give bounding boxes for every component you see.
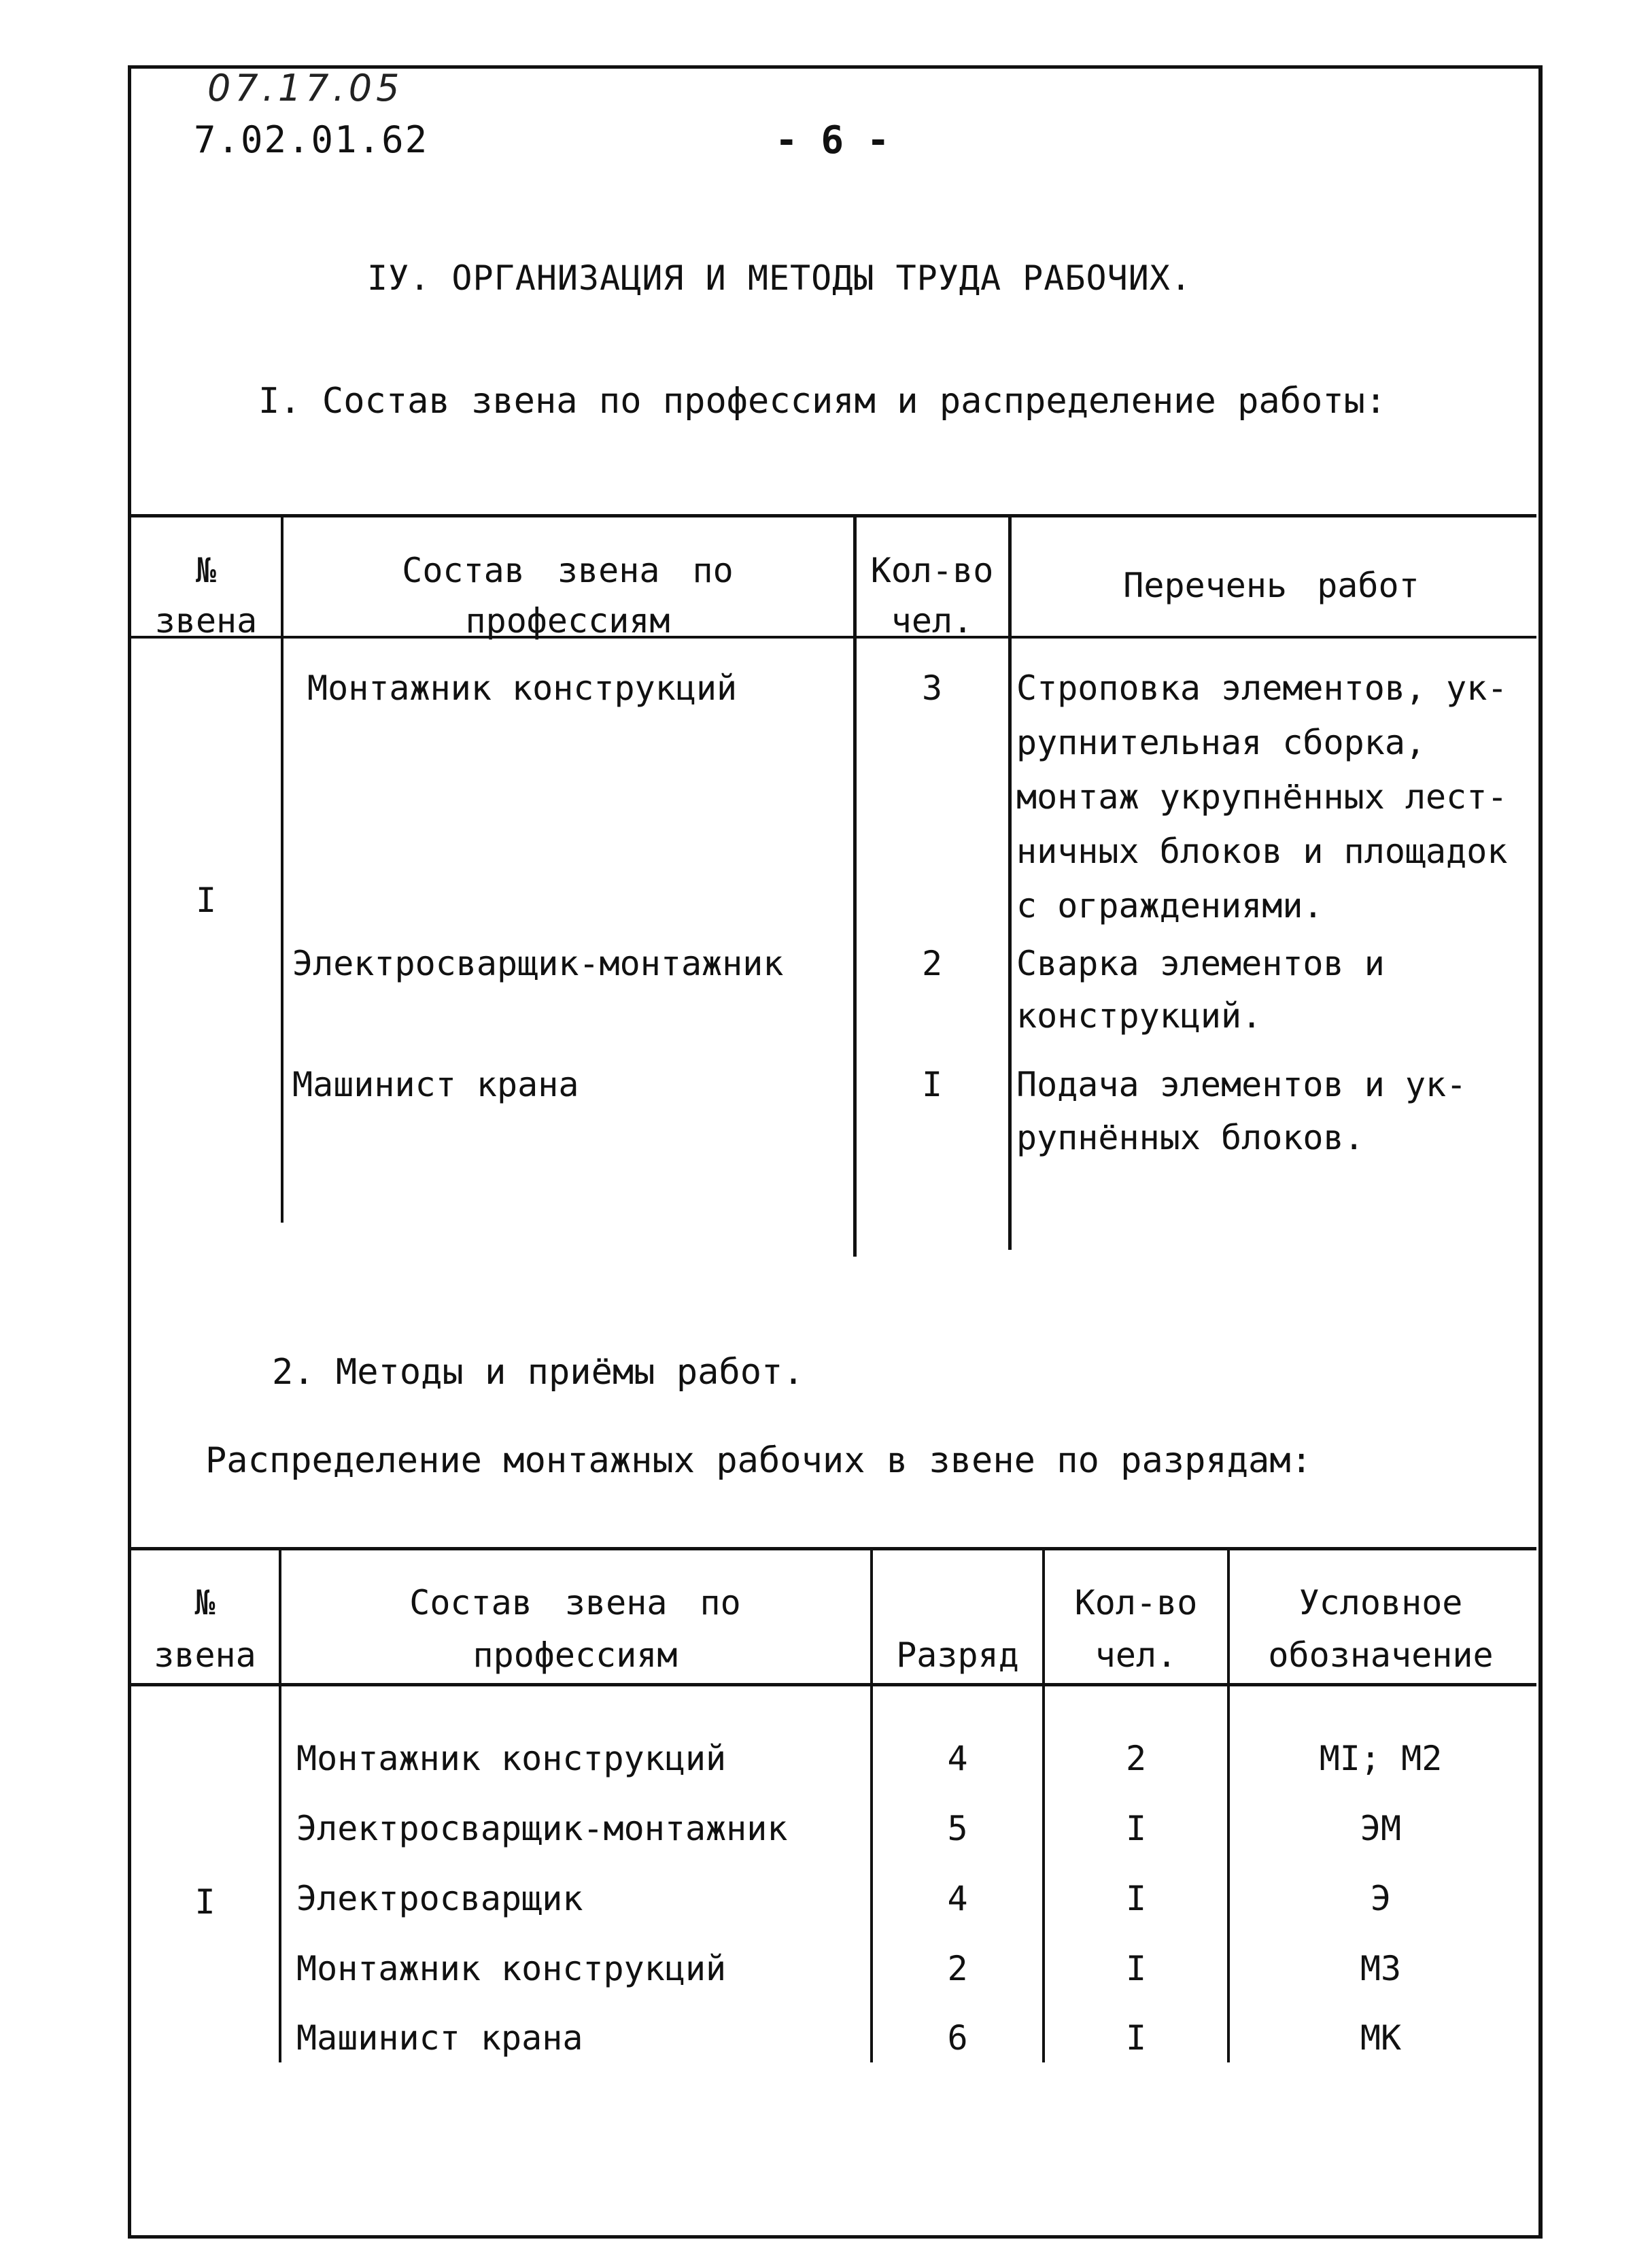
page-number: - 6 -	[775, 118, 890, 163]
t1-row3-works-1: Подача элементов и ук-	[1016, 1065, 1467, 1104]
t1-link-number: I	[195, 881, 217, 920]
t1-row1-works-4: ничных блоков и площадок	[1016, 832, 1508, 871]
t1-row1-profession: Монтажник конструкций	[307, 668, 738, 708]
t2-row1-profession: Монтажник конструкций	[296, 1739, 727, 1778]
t1-row1-count: 3	[921, 668, 943, 708]
subsection2-text: Распределение монтажных рабочих в звене по разрядам:	[205, 1440, 1312, 1481]
t2-row3-grade: 4	[947, 1879, 968, 1918]
t1-header-num-symbol: №	[195, 551, 217, 590]
t2-row4-profession: Монтажник конструкций	[296, 1949, 727, 1988]
t2-row5-profession: Машинист крана	[296, 2018, 583, 2058]
t2-row3-designation: Э	[1370, 1879, 1392, 1918]
t2-row3-profession: Электросварщик	[296, 1879, 583, 1918]
t2-header-num-label: звена	[154, 1635, 256, 1675]
t1-header-composition-1: Состав звена по	[402, 551, 734, 590]
table1-col-divider-2	[853, 515, 857, 1257]
table2-top-rule	[129, 1547, 1536, 1550]
t2-row1-grade: 4	[947, 1739, 968, 1778]
t1-row1-works-5: с ограждениями.	[1016, 886, 1324, 925]
t2-link-number: I	[194, 1882, 216, 1922]
t2-header-designation-2: обозначение	[1268, 1635, 1494, 1675]
t2-row1-count: 2	[1125, 1739, 1147, 1778]
subsection1-title: I. Состав звена по профессиям и распределение работы:	[258, 381, 1387, 422]
t2-row4-designation: M3	[1360, 1949, 1402, 1988]
t2-header-designation-1: Условное	[1298, 1583, 1463, 1622]
t1-row2-count: 2	[921, 944, 943, 983]
t2-row4-count: I	[1125, 1949, 1147, 1988]
table1-col-divider-1	[281, 515, 283, 1223]
t2-row1-designation: MI; M2	[1319, 1739, 1443, 1778]
t2-row5-count: I	[1125, 2018, 1147, 2058]
section-title: IУ. ОРГАНИЗАЦИЯ И МЕТОДЫ ТРУДА РАБОЧИХ.	[367, 258, 1192, 298]
t1-row2-profession: Электросварщик-монтажник	[292, 944, 784, 983]
t1-header-num-label: звена	[154, 601, 258, 641]
t1-header-count-2: чел.	[891, 601, 974, 641]
t2-header-composition-1: Состав звена по	[409, 1583, 741, 1622]
t2-header-composition-2: профессиям	[472, 1635, 678, 1675]
t1-row3-works-2: рупнённых блоков.	[1016, 1118, 1364, 1157]
t1-row2-works-2: конструкций.	[1016, 996, 1262, 1036]
t1-header-count-1: Кол-во	[870, 551, 994, 590]
t1-row1-works-1: Строповка элементов, ук-	[1016, 668, 1508, 708]
t2-row4-grade: 2	[947, 1949, 968, 1988]
table1-col-divider-3	[1008, 515, 1012, 1250]
t1-row3-profession: Машинист крана	[292, 1065, 579, 1104]
t2-header-grade: Разряд	[896, 1635, 1019, 1675]
table2-col-divider-4	[1227, 1549, 1230, 2062]
t2-row2-count: I	[1125, 1809, 1147, 1848]
t2-row2-designation: ЭМ	[1360, 1809, 1402, 1848]
t1-row3-count: I	[921, 1065, 943, 1104]
handwritten-date: 07.17.05	[207, 67, 404, 109]
document-code: 7.02.01.62	[194, 118, 429, 161]
table2-col-divider-2	[870, 1549, 873, 2062]
t2-row2-grade: 5	[947, 1809, 968, 1848]
table2-header-rule	[129, 1683, 1536, 1686]
t1-row1-works-2: рупнительная сборка,	[1016, 723, 1426, 762]
t2-header-num-symbol: №	[194, 1583, 216, 1622]
table2-col-divider-1	[279, 1549, 281, 2062]
t2-row2-profession: Электросварщик-монтажник	[296, 1809, 788, 1848]
t2-header-count-1: Кол-во	[1074, 1583, 1198, 1622]
t1-row1-works-3: монтаж укрупнённых лест-	[1016, 777, 1508, 817]
t1-row2-works-1: Сварка элементов и	[1016, 944, 1385, 983]
subsection2-title: 2. Методы и приёмы работ.	[272, 1352, 804, 1393]
table2-col-divider-3	[1042, 1549, 1045, 2062]
t2-header-count-2: чел.	[1095, 1635, 1177, 1675]
t2-row5-designation: МК	[1360, 2018, 1402, 2058]
t1-header-composition-2: профессиям	[465, 601, 670, 641]
table1-top-rule	[129, 514, 1536, 517]
t2-row5-grade: 6	[947, 2018, 968, 2058]
t1-header-works: Перечень работ	[1123, 566, 1419, 605]
t2-row3-count: I	[1125, 1879, 1147, 1918]
